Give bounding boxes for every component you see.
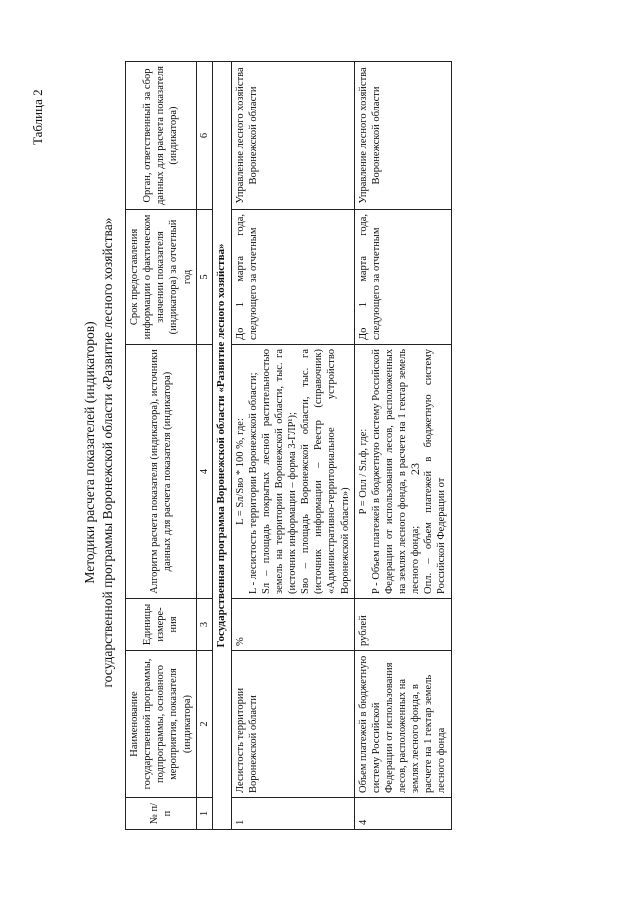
row-num: 4	[354, 798, 451, 830]
formula-explanation: Sл – площадь покрытых лесной растительностью земель на территории Воронежской области, тыс. га (источник информации – форма 3-ГЛР¹);	[260, 349, 298, 594]
document-title-line-2: государственной программы Воронежской области «Развитие лесного хозяйства»	[100, 217, 115, 688]
table-label: Таблица 2	[30, 89, 45, 145]
table-row	[354, 62, 451, 830]
indicators-table	[125, 61, 452, 830]
row-organ: Управление лесного хозяйства Воронежской области	[231, 62, 354, 210]
row-deadline: До 1 марта года, следующего за отчетным	[231, 210, 354, 345]
page-number: 23	[408, 463, 422, 475]
row-num: 1	[231, 798, 354, 830]
header-organ: Орган, ответственный за сбор данных для расчета показателя (индикатора)	[126, 62, 197, 210]
header-name: Наименование государственной программы, подпрограммы, основного мероприятия, показателя (индикатора)	[126, 651, 197, 798]
row-deadline: До 1 марта года, следующего за отчетным	[354, 210, 451, 345]
row-name: Объем платежей в бюджетную систему Российской Федерации от использования лесов, расположенных на землях лесного фонда, в расчете на 1 гектар земель лесного фонда	[354, 651, 451, 798]
row-name: Лесистость территории Воронежской области	[231, 651, 354, 798]
column-number: 4	[196, 345, 212, 599]
formula-explanation: Sво – площадь Воронежской области, тыс. га (источник информации – Реестр (справочник) «Административно-территориальное устройство Воронежской области»)	[300, 349, 351, 594]
row-algorithm	[354, 345, 451, 599]
program-title: Государственная программа Воронежской области «Развитие лесного хозяйства»	[212, 62, 231, 830]
column-number: 1	[196, 798, 212, 830]
row-algorithm	[231, 345, 354, 599]
column-number: 3	[196, 599, 212, 651]
column-number-row	[196, 62, 212, 830]
header-num: № п/п	[126, 798, 197, 830]
column-number: 6	[196, 62, 212, 210]
formula: P = Опл / Sл.ф, где:	[357, 428, 369, 515]
row-unit: %	[231, 599, 354, 651]
header-algorithm: Алгоритм расчета показателя (индикатора), источники данных для расчета показателя (индикатора)	[126, 345, 197, 599]
column-number: 2	[196, 651, 212, 798]
formula-explanation: L - лесистость территории Воронежской области;	[247, 372, 259, 594]
header-row	[126, 62, 197, 830]
row-organ: Управление лесного хозяйства Воронежской области	[354, 62, 451, 210]
formula-explanation: P - Объем платежей в бюджетную систему Российской Федерации от использования лесов, расположенных на землях лесного фонда, в расчете на 1 гектар земель лесного фонда;	[370, 349, 422, 594]
formula: L = Sл/Sво * 100 %, где:	[234, 418, 246, 525]
document-title-line-1: Методики расчета показателей (индикаторов)	[82, 321, 97, 584]
row-unit: рублей	[354, 599, 451, 651]
header-deadline: Срок предоставления информации о фактическом значении показателя (индикатора) за отчетный год	[126, 210, 197, 345]
program-row	[212, 62, 231, 830]
formula-explanation: Опл. – объем платежей в бюджетную систему Российской Федерации от	[423, 349, 448, 594]
table-row	[231, 62, 354, 830]
header-unit: Единицы измере-ния	[126, 599, 197, 651]
column-number: 5	[196, 210, 212, 345]
